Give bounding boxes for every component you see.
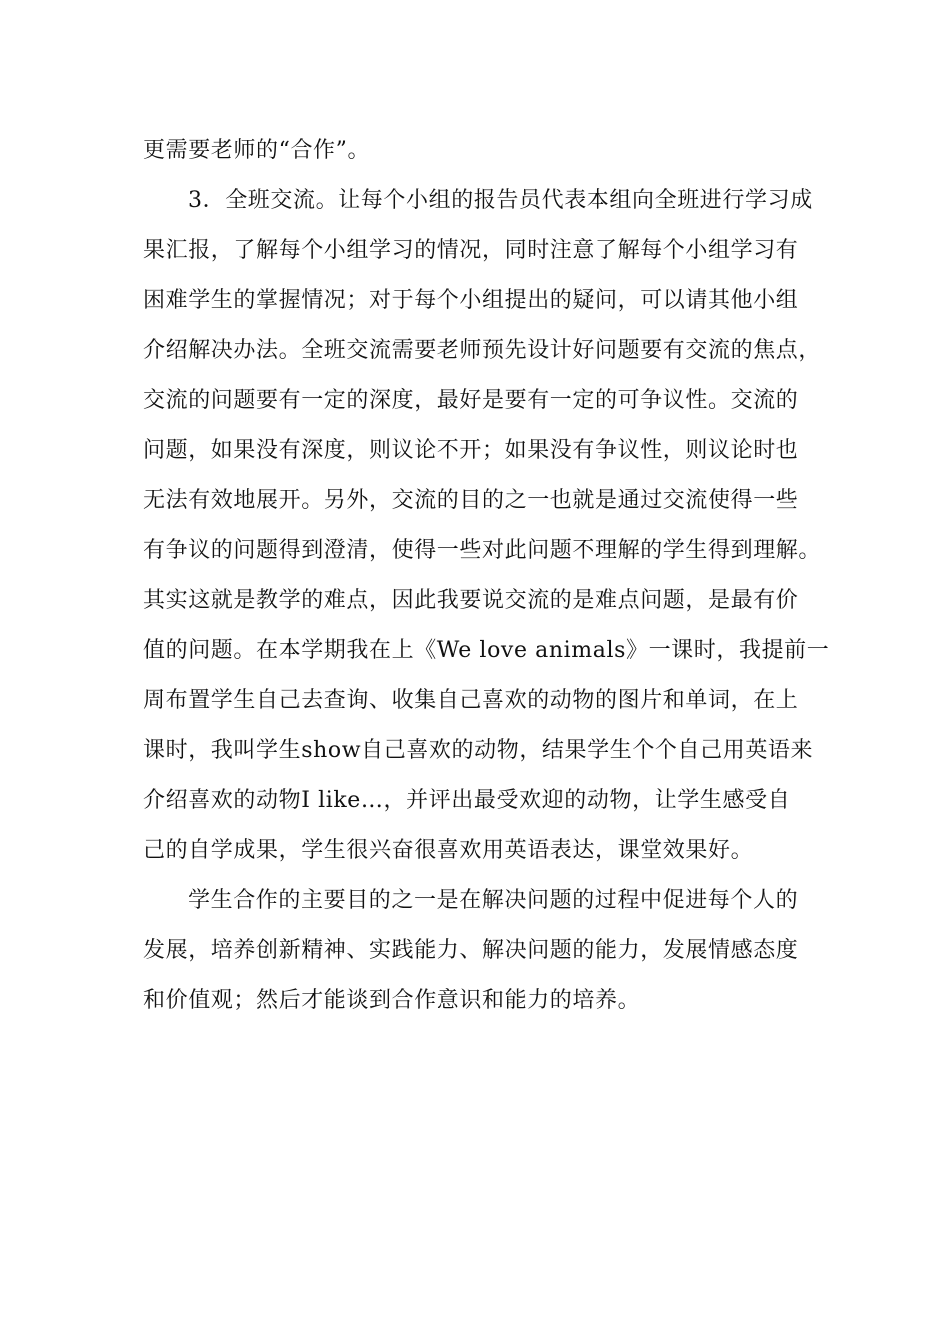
text-line-2: 3．全班交流。让每个小组的报告员代表本组向全班进行学习成 (188, 188, 813, 213)
text-line-18: 和价值观；然后才能谈到合作意识和能力的培养。 (143, 988, 641, 1013)
text-line-8: 无法有效地展开。另外，交流的目的之一也就是通过交流使得一些 (143, 488, 799, 513)
text-line-7: 问题，如果没有深度，则议论不开；如果没有争议性，则议论时也 (143, 438, 799, 463)
text-line-15: 己的自学成果，学生很兴奋很喜欢用英语表达，课堂效果好。 (143, 838, 754, 863)
text-line-5: 介绍解决办法。全班交流需要老师预先设计好问题要有交流的焦点， (143, 338, 822, 363)
text-line-4: 困难学生的掌握情况；对于每个小组提出的疑问，可以请其他小组 (143, 288, 799, 313)
text-line-13: 课时，我叫学生show自己喜欢的动物，结果学生个个自己用英语来 (143, 738, 814, 763)
text-line-14: 介绍喜欢的动物I like…，并评出最受欢迎的动物，让学生感受自 (143, 788, 791, 813)
text-line-10: 其实这就是教学的难点，因此我要说交流的是难点问题，是最有价 (143, 588, 799, 613)
text-line-9: 有争议的问题得到澄清，使得一些对此问题不理解的学生得到理解。 (143, 538, 822, 563)
text-line-11: 值的问题。在本学期我在上《We love animals》一课时，我提前一 (143, 638, 830, 663)
text-line-3: 果汇报，了解每个小组学习的情况，同时注意了解每个小组学习有 (143, 238, 799, 263)
text-line-6: 交流的问题要有一定的深度，最好是要有一定的可争议性。交流的 (143, 388, 799, 413)
text-line-12: 周布置学生自己去查询、收集自己喜欢的动物的图片和单词，在上 (143, 688, 799, 713)
text-line-1: 更需要老师的“合作”。 (143, 138, 371, 163)
text-line-16: 学生合作的主要目的之一是在解决问题的过程中促进每个人的 (188, 888, 799, 913)
text-line-17: 发展，培养创新精神、实践能力、解决问题的能力，发展情感态度 (143, 938, 799, 963)
